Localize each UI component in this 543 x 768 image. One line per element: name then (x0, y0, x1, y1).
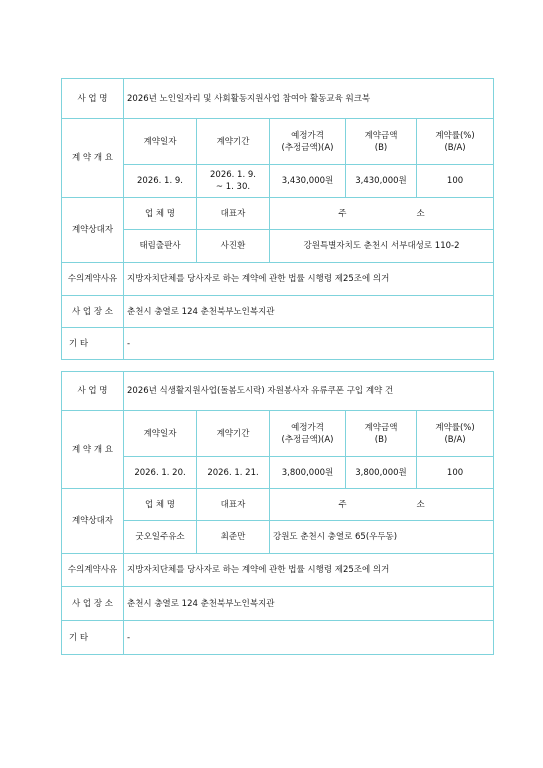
header-contract-rate (417, 119, 494, 165)
address: 강원도 춘천시 충열로 65(우두동) (270, 521, 494, 554)
company-name: 굿오일주유소 (124, 521, 197, 554)
business-name: 2026년 식생활지원사업(돌봄도시락) 자원봉사자 유류쿠폰 구입 계약 건 (124, 372, 494, 411)
etc-label (62, 328, 124, 360)
business-name-label: 사 업 명 (62, 79, 124, 119)
contract-overview-label: 계 약 개 요 (62, 119, 124, 198)
business-site: 춘천시 충열로 124 춘천북부노인복지관 (124, 296, 494, 328)
header-contract-amount (346, 119, 417, 165)
header-contract-rate-line1: 계약률(%) (435, 422, 475, 433)
contractor-label: 계약상대자 (62, 489, 124, 554)
header-address (270, 489, 494, 521)
header-estimated-price-line2: (추정금액)(A) (281, 142, 334, 153)
header-representative: 대표자 (197, 489, 270, 521)
header-contract-rate-line2: (B/A) (444, 434, 466, 445)
header-contract-amount (346, 411, 417, 457)
business-site-label: 사 업 장 소 (62, 296, 124, 328)
business-site-label: 사 업 장 소 (62, 587, 124, 621)
estimated-price: 3,430,000원 (270, 165, 346, 198)
business-name-label: 사 업 명 (62, 372, 124, 411)
address: 강원특별자치도 춘천시 서부대성로 110-2 (270, 230, 494, 263)
header-contract-amount-line1: 계약금액 (364, 422, 398, 433)
private-contract-reason-label: 수의계약사유 (62, 554, 124, 587)
header-contract-amount-line2: (B) (374, 142, 388, 153)
contract-table-2 (61, 371, 494, 655)
private-contract-reason: 지방자치단체를 당사자로 하는 계약에 관한 법률 시행령 제25조에 의거 (124, 263, 494, 296)
header-address (270, 198, 494, 230)
company-name: 태림출판사 (124, 230, 197, 263)
contractor-label: 계약상대자 (62, 198, 124, 263)
contract-date: 2026. 1. 20. (124, 457, 197, 489)
etc-label-text: 기 타 (69, 338, 89, 349)
etc-value: - (124, 621, 494, 655)
header-contract-amount-line2: (B) (374, 434, 388, 445)
header-address-char1: 주 (338, 499, 347, 510)
header-contract-rate-line1: 계약률(%) (435, 130, 475, 141)
contract-period-line2: ~ 1. 30. (215, 182, 251, 192)
etc-label (62, 621, 124, 655)
private-contract-reason-label: 수의계약사유 (62, 263, 124, 296)
header-estimated-price (270, 119, 346, 165)
header-contract-period: 계약기간 (197, 411, 270, 457)
private-contract-reason: 지방자치단체를 당사자로 하는 계약에 관한 법률 시행령 제25조에 의거 (124, 554, 494, 587)
representative: 최준만 (197, 521, 270, 554)
contract-table-1 (61, 78, 494, 360)
header-address-char2: 소 (416, 208, 425, 219)
header-estimated-price (270, 411, 346, 457)
header-contract-date: 계약일자 (124, 411, 197, 457)
header-contract-rate-line2: (B/A) (444, 142, 466, 153)
contract-period (197, 165, 270, 198)
contract-rate: 100 (417, 457, 494, 489)
header-contract-rate (417, 411, 494, 457)
header-estimated-price-line2: (추정금액)(A) (281, 434, 334, 445)
header-address-char2: 소 (416, 499, 425, 510)
contract-date: 2026. 1. 9. (124, 165, 197, 198)
business-name: 2026년 노인일자리 및 사회활동지원사업 참여아 활동교육 워크북 (124, 79, 494, 119)
etc-label-text: 기 타 (69, 632, 89, 643)
contract-rate: 100 (417, 165, 494, 198)
header-company-name: 업 체 명 (124, 198, 197, 230)
header-contract-date: 계약일자 (124, 119, 197, 165)
contract-period: 2026. 1. 21. (197, 457, 270, 489)
header-representative: 대표자 (197, 198, 270, 230)
header-contract-amount-line1: 계약금액 (364, 130, 398, 141)
header-address-char1: 주 (338, 208, 347, 219)
header-contract-period: 계약기간 (197, 119, 270, 165)
contract-period-line1: 2026. 1. 9. (210, 170, 256, 180)
contract-amount: 3,800,000원 (346, 457, 417, 489)
representative: 사진환 (197, 230, 270, 263)
estimated-price: 3,800,000원 (270, 457, 346, 489)
etc-value: - (124, 328, 494, 360)
business-site: 춘천시 충열로 124 춘천북부노인복지관 (124, 587, 494, 621)
header-company-name: 업 체 명 (124, 489, 197, 521)
header-estimated-price-line1: 예정가격 (291, 422, 324, 433)
contract-amount: 3,430,000원 (346, 165, 417, 198)
contract-overview-label: 계 약 개 요 (62, 411, 124, 489)
header-estimated-price-line1: 예정가격 (291, 130, 324, 141)
